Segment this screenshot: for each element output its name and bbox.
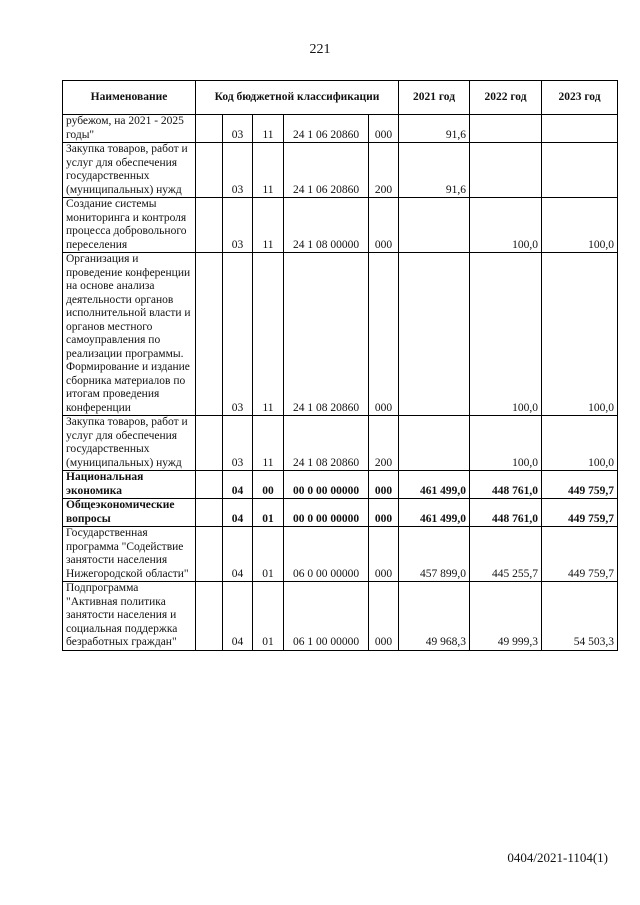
cell-target-article: 24 1 08 00000	[284, 198, 369, 253]
cell-2023: 54 503,3	[542, 582, 618, 651]
cell-expense-type: 200	[369, 416, 399, 471]
cell-name: Подпрограмма "Активная политика занятости населения и социальная поддержка безработных граждан"	[63, 582, 196, 651]
cell-target-article: 24 1 06 20860	[284, 115, 369, 143]
cell-2022: 49 999,3	[470, 582, 542, 651]
table-header-row	[63, 81, 618, 115]
table-row	[63, 582, 618, 651]
table-row	[63, 143, 618, 198]
cell-spacer	[196, 416, 223, 471]
budget-table	[62, 80, 618, 651]
cell-section: 04	[223, 471, 253, 499]
cell-subsection: 11	[253, 198, 284, 253]
cell-expense-type: 000	[369, 115, 399, 143]
cell-target-article: 06 0 00 00000	[284, 527, 369, 582]
cell-section: 04	[223, 499, 253, 527]
cell-2021: 457 899,0	[399, 527, 470, 582]
cell-spacer	[196, 143, 223, 198]
table-row	[63, 115, 618, 143]
cell-subsection: 01	[253, 499, 284, 527]
table-row	[63, 471, 618, 499]
cell-2023: 449 759,7	[542, 471, 618, 499]
cell-2021: 461 499,0	[399, 499, 470, 527]
cell-name: Организация и проведение конференции на основе анализа деятельности органов исполнительной власти и органов местного самоуправления по реализации программы. Формирование и издание сборника материалов по итогам проведения конференции	[63, 253, 196, 416]
cell-2022	[470, 143, 542, 198]
cell-name: Закупка товаров, работ и услуг для обеспечения государственных (муниципальных) нужд	[63, 143, 196, 198]
cell-section: 04	[223, 582, 253, 651]
cell-target-article: 00 0 00 00000	[284, 499, 369, 527]
cell-name: Государственная программа "Содействие занятости населения Нижегородской области"	[63, 527, 196, 582]
table-row	[63, 499, 618, 527]
cell-target-article: 24 1 08 20860	[284, 416, 369, 471]
cell-name: рубежом, на 2021 - 2025 годы"	[63, 115, 196, 143]
cell-2023: 100,0	[542, 416, 618, 471]
cell-expense-type: 000	[369, 582, 399, 651]
cell-2022: 445 255,7	[470, 527, 542, 582]
cell-expense-type: 000	[369, 198, 399, 253]
cell-subsection: 00	[253, 471, 284, 499]
cell-spacer	[196, 527, 223, 582]
cell-target-article: 24 1 06 20860	[284, 143, 369, 198]
cell-target-article: 06 1 00 00000	[284, 582, 369, 651]
table-row	[63, 253, 618, 416]
cell-expense-type: 000	[369, 527, 399, 582]
cell-2021: 461 499,0	[399, 471, 470, 499]
cell-spacer	[196, 499, 223, 527]
cell-target-article: 24 1 08 20860	[284, 253, 369, 416]
cell-2022: 448 761,0	[470, 499, 542, 527]
cell-2022: 100,0	[470, 198, 542, 253]
cell-section: 03	[223, 416, 253, 471]
header-2021: 2021 год	[399, 81, 470, 115]
cell-2021: 91,6	[399, 115, 470, 143]
cell-2022	[470, 115, 542, 143]
cell-2021: 91,6	[399, 143, 470, 198]
header-code: Код бюджетной классификации	[196, 81, 399, 115]
cell-2022: 100,0	[470, 253, 542, 416]
cell-name: Общеэкономические вопросы	[63, 499, 196, 527]
cell-expense-type: 000	[369, 253, 399, 416]
cell-section: 03	[223, 115, 253, 143]
cell-2023: 449 759,7	[542, 499, 618, 527]
cell-spacer	[196, 198, 223, 253]
cell-spacer	[196, 471, 223, 499]
header-2022: 2022 год	[470, 81, 542, 115]
cell-expense-type: 000	[369, 499, 399, 527]
header-name: Наименование	[63, 81, 196, 115]
cell-2021: 49 968,3	[399, 582, 470, 651]
document-code: 0404/2021-1104(1)	[507, 850, 608, 865]
cell-spacer	[196, 253, 223, 416]
cell-2022: 100,0	[470, 416, 542, 471]
cell-expense-type: 000	[369, 471, 399, 499]
cell-subsection: 01	[253, 527, 284, 582]
cell-subsection: 11	[253, 115, 284, 143]
header-2023: 2023 год	[542, 81, 618, 115]
page-number: 221	[309, 42, 331, 57]
cell-target-article: 00 0 00 00000	[284, 471, 369, 499]
cell-2022: 448 761,0	[470, 471, 542, 499]
table-row	[63, 198, 618, 253]
table-row	[63, 416, 618, 471]
cell-section: 03	[223, 143, 253, 198]
cell-name: Создание системы мониторинга и контроля процесса добровольного переселения	[63, 198, 196, 253]
cell-expense-type: 200	[369, 143, 399, 198]
cell-2021	[399, 416, 470, 471]
table-row	[63, 527, 618, 582]
cell-2021	[399, 198, 470, 253]
cell-2023	[542, 115, 618, 143]
cell-spacer	[196, 582, 223, 651]
cell-spacer	[196, 115, 223, 143]
cell-name: Закупка товаров, работ и услуг для обеспечения государственных (муниципальных) нужд	[63, 416, 196, 471]
cell-section: 03	[223, 198, 253, 253]
cell-2023: 449 759,7	[542, 527, 618, 582]
cell-subsection: 11	[253, 143, 284, 198]
cell-2023: 100,0	[542, 198, 618, 253]
cell-2023: 100,0	[542, 253, 618, 416]
cell-name: Национальная экономика	[63, 471, 196, 499]
cell-subsection: 01	[253, 582, 284, 651]
cell-section: 03	[223, 253, 253, 416]
cell-section: 04	[223, 527, 253, 582]
cell-2021	[399, 253, 470, 416]
cell-subsection: 11	[253, 253, 284, 416]
cell-subsection: 11	[253, 416, 284, 471]
cell-2023	[542, 143, 618, 198]
